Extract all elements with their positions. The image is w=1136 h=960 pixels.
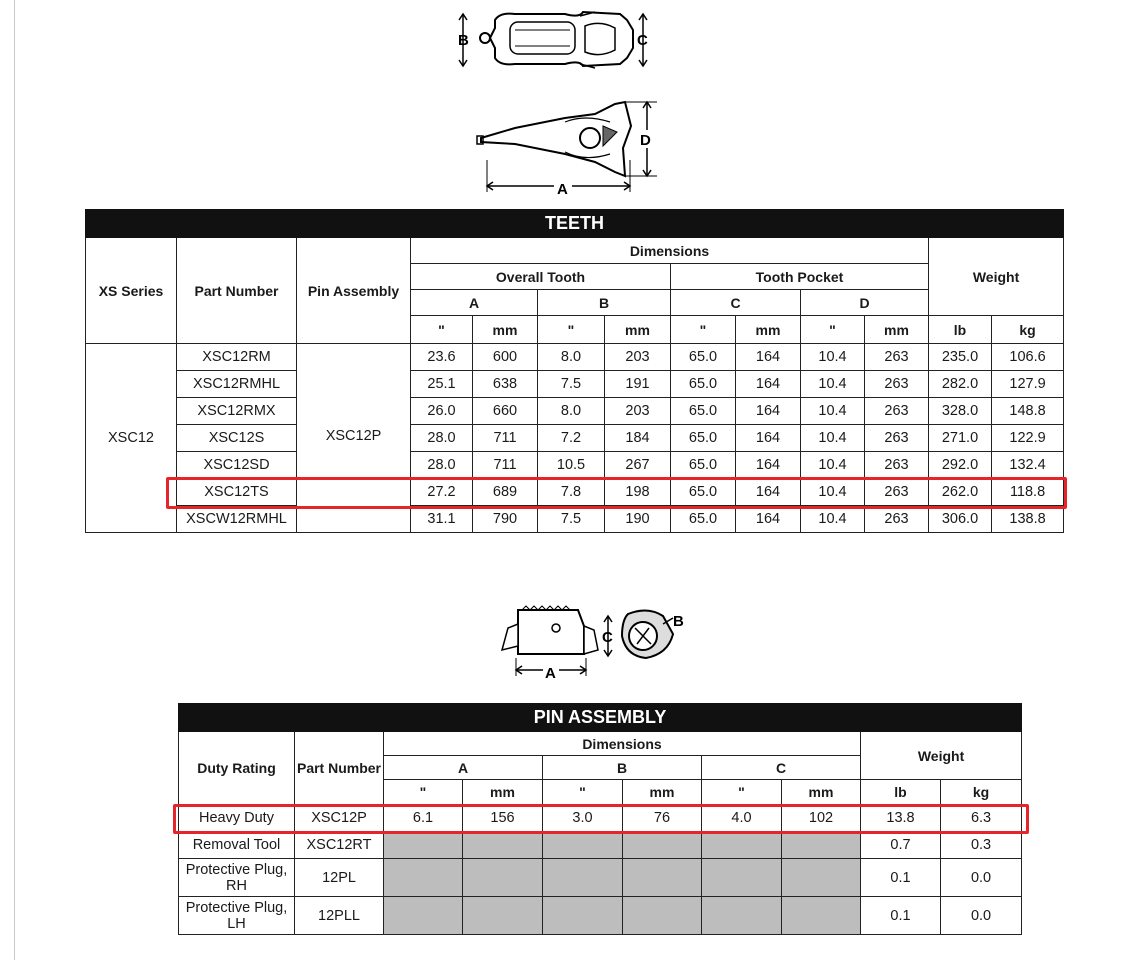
header-xs-series: XS Series: [86, 238, 177, 344]
duty-rating-cell: Protective Plug, RH: [179, 859, 295, 897]
header-dim-b: B: [543, 756, 702, 780]
empty-cell: [702, 832, 782, 859]
empty-cell: [623, 859, 702, 897]
cell: 7.2: [538, 425, 605, 452]
cell: 23.6: [411, 344, 473, 371]
cell: 102: [782, 805, 861, 832]
cell: 0.0: [941, 897, 1022, 935]
cell: 292.0: [929, 452, 992, 479]
cell: 156: [463, 805, 543, 832]
header-weight: Weight: [929, 238, 1064, 316]
cell: 282.0: [929, 371, 992, 398]
cell: 203: [605, 344, 671, 371]
cell: 0.1: [861, 859, 941, 897]
part-number-cell: XSC12RMX: [177, 398, 297, 425]
unit-mm: mm: [473, 316, 538, 344]
cell: 118.8: [992, 479, 1064, 506]
duty-rating-cell: Heavy Duty: [179, 805, 295, 832]
teeth-table-title: TEETH: [86, 210, 1064, 238]
header-dim-c: C: [671, 290, 801, 316]
cell: 184: [605, 425, 671, 452]
cell: 263: [865, 371, 929, 398]
cell: 10.4: [801, 479, 865, 506]
cell: 25.1: [411, 371, 473, 398]
header-dimensions: Dimensions: [384, 732, 861, 756]
cell: 65.0: [671, 425, 736, 452]
cell: 263: [865, 344, 929, 371]
cell: 328.0: [929, 398, 992, 425]
part-number-cell: XSC12RT: [295, 832, 384, 859]
empty-cell: [384, 859, 463, 897]
cell: 65.0: [671, 479, 736, 506]
cell: 138.8: [992, 506, 1064, 533]
header-dimensions: Dimensions: [411, 238, 929, 264]
empty-cell: [623, 897, 702, 935]
highlight-xsc12ts-row: [166, 477, 1067, 509]
unit-in: ": [411, 316, 473, 344]
duty-rating-cell: Protective Plug, LH: [179, 897, 295, 935]
header-dim-a: A: [384, 756, 543, 780]
empty-cell: [702, 897, 782, 935]
cell: 10.5: [538, 452, 605, 479]
table-row: [86, 398, 1064, 425]
cell: 164: [736, 452, 801, 479]
cell: 148.8: [992, 398, 1064, 425]
unit-mm: mm: [782, 780, 861, 805]
cell: 191: [605, 371, 671, 398]
cell: 106.6: [992, 344, 1064, 371]
cell: 263: [865, 506, 929, 533]
cell: 164: [736, 479, 801, 506]
cell: 13.8: [861, 805, 941, 832]
cell: 267: [605, 452, 671, 479]
cell: 10.4: [801, 506, 865, 533]
empty-cell: [384, 897, 463, 935]
empty-cell: [463, 859, 543, 897]
cell: 0.7: [861, 832, 941, 859]
unit-mm: mm: [736, 316, 801, 344]
table-row: [179, 859, 1022, 897]
empty-cell: [543, 859, 623, 897]
cell: 0.1: [861, 897, 941, 935]
cell: 10.4: [801, 371, 865, 398]
cell: 263: [865, 425, 929, 452]
cell: 164: [736, 371, 801, 398]
empty-cell: [543, 897, 623, 935]
unit-in: ": [538, 316, 605, 344]
unit-lb: lb: [929, 316, 992, 344]
cell: 28.0: [411, 452, 473, 479]
cell: 10.4: [801, 425, 865, 452]
table-row: [86, 425, 1064, 452]
part-number-cell: 12PLL: [295, 897, 384, 935]
empty-cell: [702, 859, 782, 897]
cell: 263: [865, 398, 929, 425]
cell: 122.9: [992, 425, 1064, 452]
cell: 28.0: [411, 425, 473, 452]
cell: 262.0: [929, 479, 992, 506]
part-number-cell: XSC12RMHL: [177, 371, 297, 398]
cell: 65.0: [671, 344, 736, 371]
cell: 4.0: [702, 805, 782, 832]
header-part-number: Part Number: [177, 238, 297, 344]
cell: 235.0: [929, 344, 992, 371]
cell: 27.2: [411, 479, 473, 506]
duty-rating-cell: Removal Tool: [179, 832, 295, 859]
empty-cell: [623, 832, 702, 859]
cell: 660: [473, 398, 538, 425]
header-dim-a: A: [411, 290, 538, 316]
tooth-dim-c-label: C: [637, 32, 648, 49]
empty-cell: [782, 859, 861, 897]
empty-cell: [384, 832, 463, 859]
cell: 164: [736, 506, 801, 533]
tooth-dim-b-label: B: [458, 32, 469, 49]
highlight-heavy-duty-row: [173, 804, 1029, 834]
header-weight: Weight: [861, 732, 1022, 780]
pin-dim-a-label: A: [545, 665, 556, 682]
cell: 164: [736, 425, 801, 452]
cell: 7.5: [538, 371, 605, 398]
cell: 6.3: [941, 805, 1022, 832]
cell: 271.0: [929, 425, 992, 452]
unit-lb: lb: [861, 780, 941, 805]
cell: 263: [865, 479, 929, 506]
cell: 76: [623, 805, 702, 832]
cell: 127.9: [992, 371, 1064, 398]
empty-cell: [782, 832, 861, 859]
part-number-cell: XSC12S: [177, 425, 297, 452]
unit-kg: kg: [941, 780, 1022, 805]
cell: 711: [473, 452, 538, 479]
cell: 31.1: [411, 506, 473, 533]
empty-cell: [463, 832, 543, 859]
cell: 164: [736, 344, 801, 371]
tooth-dim-d-label: D: [640, 132, 651, 149]
table-row: [86, 452, 1064, 479]
table-row: [86, 506, 1064, 533]
pin-table-title: PIN ASSEMBLY: [179, 704, 1022, 732]
cell: 10.4: [801, 452, 865, 479]
cell: 26.0: [411, 398, 473, 425]
unit-in: ": [671, 316, 736, 344]
pin-dim-c-label: C: [602, 629, 613, 646]
cell: 198: [605, 479, 671, 506]
part-number-cell: XSC12SD: [177, 452, 297, 479]
cell: 711: [473, 425, 538, 452]
header-dim-c: C: [702, 756, 861, 780]
cell: 132.4: [992, 452, 1064, 479]
table-row: [179, 897, 1022, 935]
cell: 190: [605, 506, 671, 533]
tooth-side-view-diagram: [475, 96, 665, 200]
header-pin-assembly: Pin Assembly: [297, 238, 411, 344]
cell: 8.0: [538, 344, 605, 371]
unit-in: ": [543, 780, 623, 805]
header-part-number: Part Number: [295, 732, 384, 805]
table-row: [179, 832, 1022, 859]
empty-cell: [782, 897, 861, 935]
unit-in: ": [801, 316, 865, 344]
cell: 10.4: [801, 344, 865, 371]
part-number-cell: XSCW12RMHL: [177, 506, 297, 533]
header-tooth-pocket: Tooth Pocket: [671, 264, 929, 290]
table-row: [86, 371, 1064, 398]
cell: 600: [473, 344, 538, 371]
cell: 65.0: [671, 452, 736, 479]
cell: 0.0: [941, 859, 1022, 897]
unit-mm: mm: [463, 780, 543, 805]
header-duty-rating: Duty Rating: [179, 732, 295, 805]
cell: 8.0: [538, 398, 605, 425]
cell: 6.1: [384, 805, 463, 832]
cell: 10.4: [801, 398, 865, 425]
cell: 689: [473, 479, 538, 506]
cell: 65.0: [671, 506, 736, 533]
cell: 164: [736, 398, 801, 425]
empty-cell: [543, 832, 623, 859]
cell: 65.0: [671, 398, 736, 425]
part-number-cell: XSC12RM: [177, 344, 297, 371]
unit-in: ": [702, 780, 782, 805]
page-edge-rule: [14, 0, 15, 960]
cell: 7.8: [538, 479, 605, 506]
series-cell: XSC12: [86, 344, 177, 533]
header-overall-tooth: Overall Tooth: [411, 264, 671, 290]
table-row: [86, 344, 1064, 371]
cell: 638: [473, 371, 538, 398]
cell: 7.5: [538, 506, 605, 533]
cell: 306.0: [929, 506, 992, 533]
cell: 65.0: [671, 371, 736, 398]
unit-mm: mm: [623, 780, 702, 805]
header-dim-b: B: [538, 290, 671, 316]
cell: 790: [473, 506, 538, 533]
unit-kg: kg: [992, 316, 1064, 344]
unit-mm: mm: [865, 316, 929, 344]
unit-mm: mm: [605, 316, 671, 344]
cell: 203: [605, 398, 671, 425]
header-dim-d: D: [801, 290, 929, 316]
part-number-cell: XSC12P: [295, 805, 384, 832]
cell: 0.3: [941, 832, 1022, 859]
tooth-dim-a-label: A: [557, 181, 568, 198]
pin-assembly-cell: XSC12P: [297, 344, 411, 533]
part-number-cell: XSC12TS: [177, 479, 297, 506]
part-number-cell: 12PL: [295, 859, 384, 897]
unit-in: ": [384, 780, 463, 805]
tooth-top-view-diagram: [455, 8, 655, 78]
pin-assembly-diagram: [498, 604, 698, 684]
empty-cell: [463, 897, 543, 935]
cell: 263: [865, 452, 929, 479]
cell: 3.0: [543, 805, 623, 832]
pin-dim-b-label: B: [673, 613, 684, 630]
